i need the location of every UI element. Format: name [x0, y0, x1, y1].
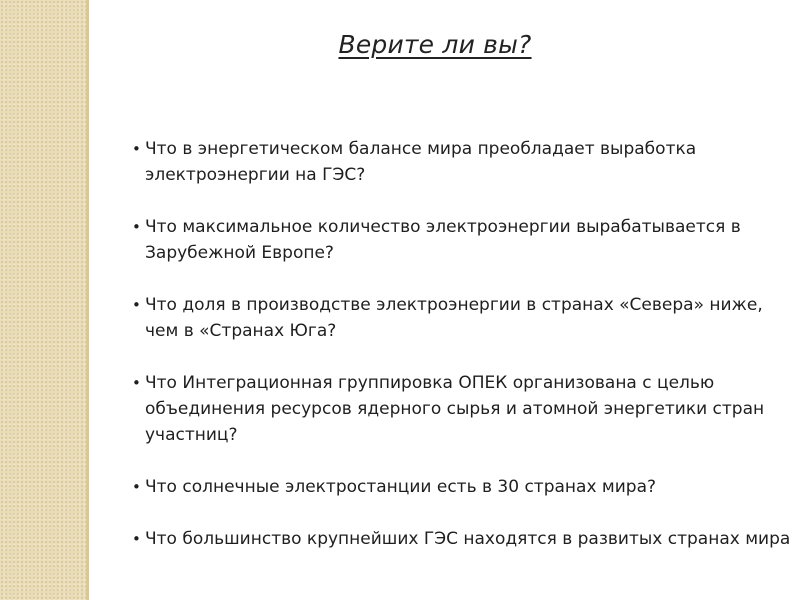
question-item: • Что Интеграционная группировка ОПЕК организована с целью объединения ресурсов ядерного сырья и атомной энергетики стран участниц?: [133, 370, 793, 448]
question-item: • Что солнечные электростанции есть в 30 странах мира?: [133, 474, 793, 500]
question-item: • Что в энергетическом балансе мира преобладает выработка электроэнергии на ГЭС?: [133, 136, 793, 188]
question-item: • Что большинство крупнейших ГЭС находятся в развитых странах мира: [133, 526, 793, 552]
question-item: • Что доля в производстве электроэнергии в странах «Севера» ниже, чем в «Странах Юга?: [133, 292, 793, 344]
question-item: • Что максимальное количество электроэнергии вырабатывается в Зарубежной Европе?: [133, 214, 793, 266]
question-list: [133, 136, 793, 578]
side-band-border: [86, 0, 89, 600]
slide-title: Верите ли вы?: [338, 30, 532, 59]
decorative-side-band: [0, 0, 86, 600]
